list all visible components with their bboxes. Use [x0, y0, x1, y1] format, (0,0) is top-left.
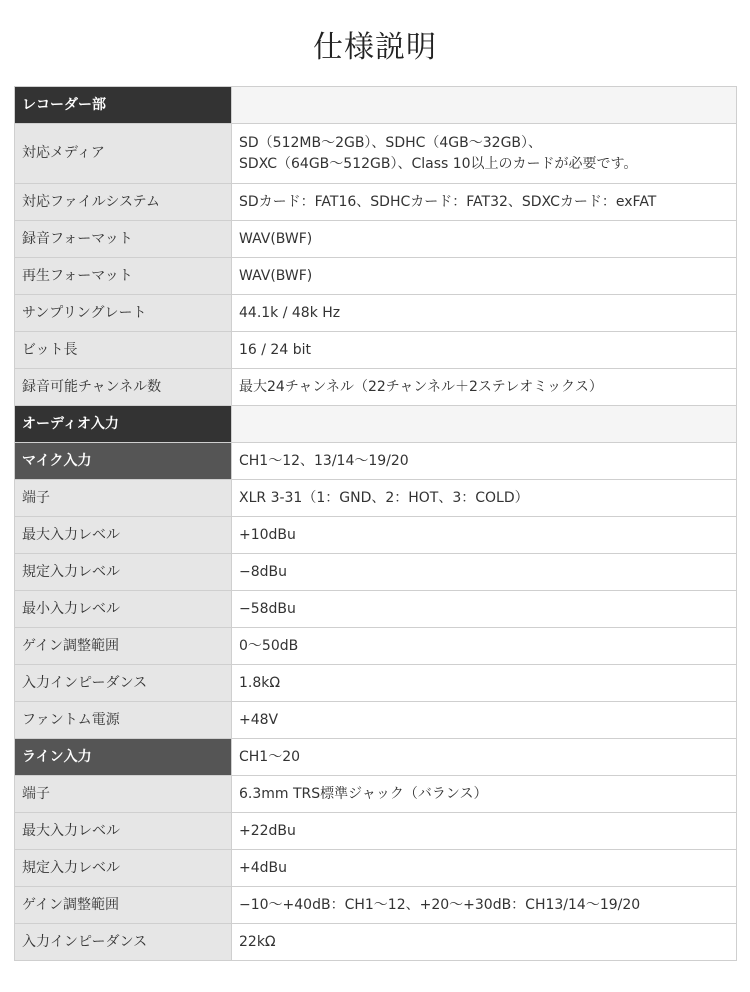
- row-label: 端子: [15, 776, 232, 813]
- row-value: SDカード：FAT16、SDHCカード：FAT32、SDXCカード：exFAT: [232, 184, 737, 221]
- row-value: 最大24チャンネル（22チャンネル＋2ステレオミックス）: [232, 369, 737, 406]
- subsection-label: ライン入力: [15, 739, 232, 776]
- section-label: オーディオ入力: [15, 406, 232, 443]
- row-value: CH1〜12、13/14〜19/20: [232, 443, 737, 480]
- table-row: [15, 628, 737, 665]
- section-row-recorder: [15, 87, 737, 124]
- row-value: 16 / 24 bit: [232, 332, 737, 369]
- row-label: サンプリングレート: [15, 295, 232, 332]
- table-row: [15, 850, 737, 887]
- row-label: 対応メディア: [15, 124, 232, 184]
- table-row: [15, 665, 737, 702]
- row-label: ゲイン調整範囲: [15, 628, 232, 665]
- table-row: [15, 258, 737, 295]
- table-row: [15, 702, 737, 739]
- row-value: +48V: [232, 702, 737, 739]
- row-label: ビット長: [15, 332, 232, 369]
- table-row: [15, 517, 737, 554]
- row-value: XLR 3-31（1：GND、2：HOT、3：COLD）: [232, 480, 737, 517]
- subsection-row-line-input: [15, 739, 737, 776]
- table-row: [15, 369, 737, 406]
- row-label: 最大入力レベル: [15, 517, 232, 554]
- row-value: +10dBu: [232, 517, 737, 554]
- table-row: [15, 124, 737, 184]
- subsection-label: マイク入力: [15, 443, 232, 480]
- row-value: +22dBu: [232, 813, 737, 850]
- row-label: ゲイン調整範囲: [15, 887, 232, 924]
- table-row: [15, 295, 737, 332]
- row-value: −10〜+40dB：CH1〜12、+20〜+30dB：CH13/14〜19/20: [232, 887, 737, 924]
- page-title: 仕様説明: [313, 30, 437, 66]
- row-label: ファントム電源: [15, 702, 232, 739]
- row-value-line: SD（512MB〜2GB）、SDHC（4GB〜32GB）、: [239, 134, 543, 151]
- row-value: −58dBu: [232, 591, 737, 628]
- row-value-line: SDXC（64GB〜512GB）、Class 10以上のカードが必要です。: [239, 155, 638, 172]
- table-row: [15, 591, 737, 628]
- table-row: [15, 813, 737, 850]
- row-value: +4dBu: [232, 850, 737, 887]
- row-label: 録音フォーマット: [15, 221, 232, 258]
- section-label: レコーダー部: [15, 87, 232, 124]
- row-label: 端子: [15, 480, 232, 517]
- table-row: [15, 554, 737, 591]
- table-row: [15, 924, 737, 961]
- row-value: [232, 124, 737, 184]
- row-value: CH1〜20: [232, 739, 737, 776]
- section-row-audio-input: [15, 406, 737, 443]
- row-label: 録音可能チャンネル数: [15, 369, 232, 406]
- row-label: 規定入力レベル: [15, 554, 232, 591]
- table-row: [15, 887, 737, 924]
- row-label: 入力インピーダンス: [15, 665, 232, 702]
- section-value: [232, 87, 737, 124]
- row-label: 対応ファイルシステム: [15, 184, 232, 221]
- row-value: WAV(BWF): [232, 258, 737, 295]
- row-value: WAV(BWF): [232, 221, 737, 258]
- table-row: [15, 480, 737, 517]
- table-row: [15, 332, 737, 369]
- row-label: 再生フォーマット: [15, 258, 232, 295]
- table-row: [15, 184, 737, 221]
- section-value: [232, 406, 737, 443]
- row-value: 44.1k / 48k Hz: [232, 295, 737, 332]
- table-row: [15, 221, 737, 258]
- row-value: 6.3mm TRS標準ジャック（バランス）: [232, 776, 737, 813]
- row-label: 最大入力レベル: [15, 813, 232, 850]
- row-value: 0〜50dB: [232, 628, 737, 665]
- row-value: 1.8kΩ: [232, 665, 737, 702]
- row-label: 最小入力レベル: [15, 591, 232, 628]
- subsection-row-mic-input: [15, 443, 737, 480]
- spec-table: [14, 86, 737, 961]
- row-value: 22kΩ: [232, 924, 737, 961]
- row-value: −8dBu: [232, 554, 737, 591]
- row-label: 入力インピーダンス: [15, 924, 232, 961]
- row-label: 規定入力レベル: [15, 850, 232, 887]
- table-row: [15, 776, 737, 813]
